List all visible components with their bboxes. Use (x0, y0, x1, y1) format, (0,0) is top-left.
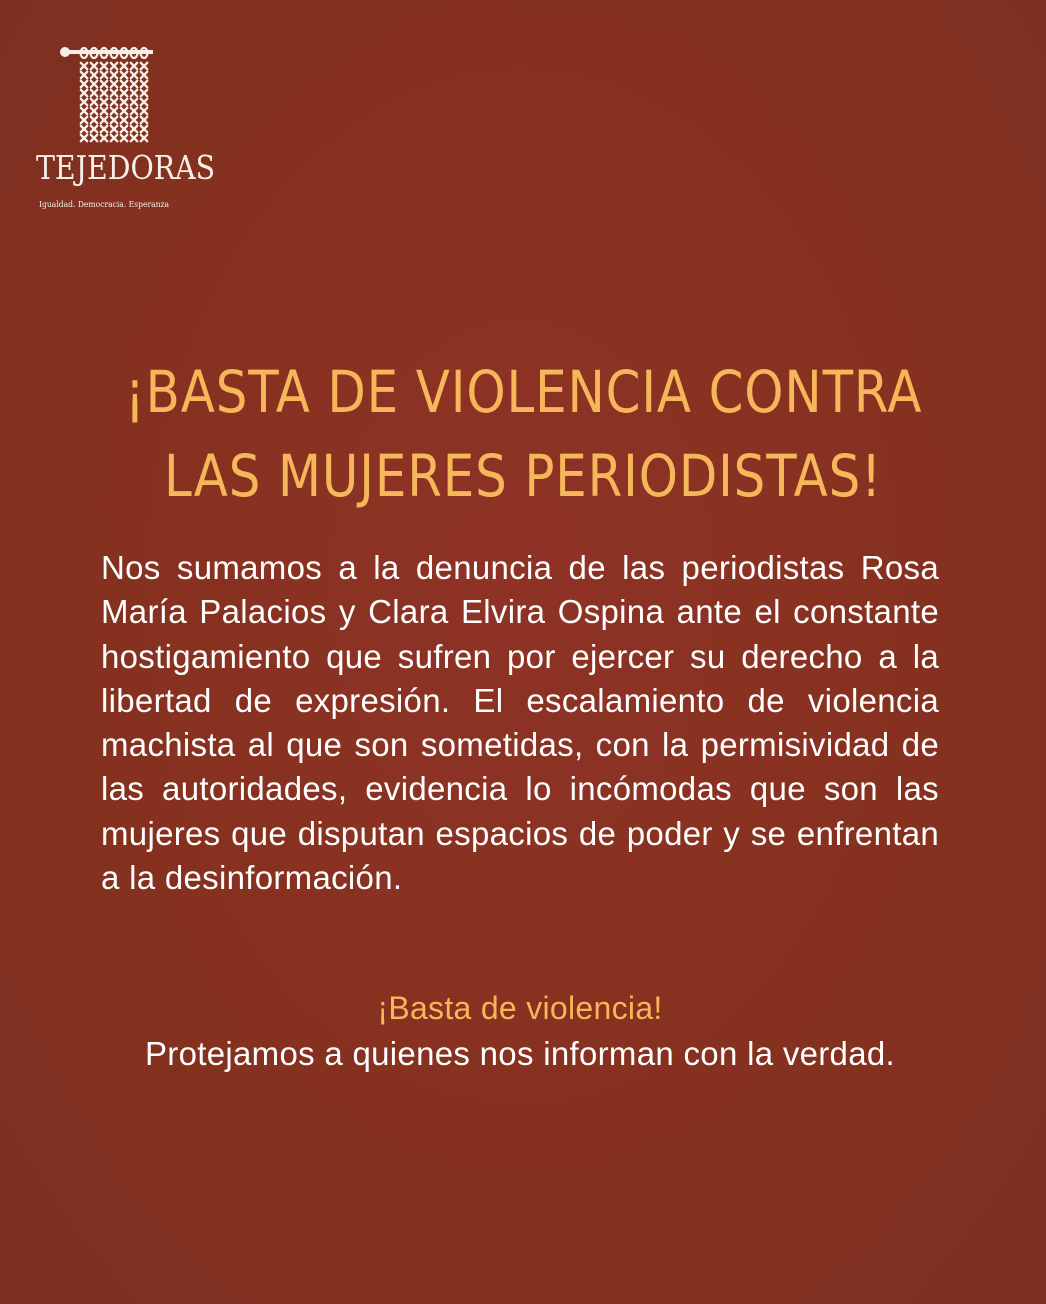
logo-tagline: Igualdad. Democracia. Esperanza (39, 200, 170, 209)
headline (125, 350, 921, 518)
closing-exclamation: ¡Basta de violencia! (377, 990, 663, 1026)
knitting-needle-pattern-icon (58, 44, 158, 144)
headline-line-1: ¡BASTA DE VIOLENCIA CONTRA (124, 358, 923, 426)
headline-line-2: LAS MUJERES PERIODISTAS! (163, 442, 883, 510)
body-paragraph: Nos sumamos a la denuncia de las periodistas Rosa María Palacios y Clara Elvira Ospina ante el constante hostigamiento que sufren por ejercer su derecho a la libertad de expresión. El escalamiento de violencia machista al que son sometidas, con la permisividad de las autoridades, evidencia lo incómodas que son las mujeres que disputan espacios de poder y se enfrentan a la desinformación. (101, 549, 939, 897)
logo-name: TEJEDORAS (36, 148, 216, 187)
closing-message: Protejamos a quienes nos informan con la verdad. (145, 1035, 895, 1072)
tejedoras-logo (36, 44, 216, 214)
